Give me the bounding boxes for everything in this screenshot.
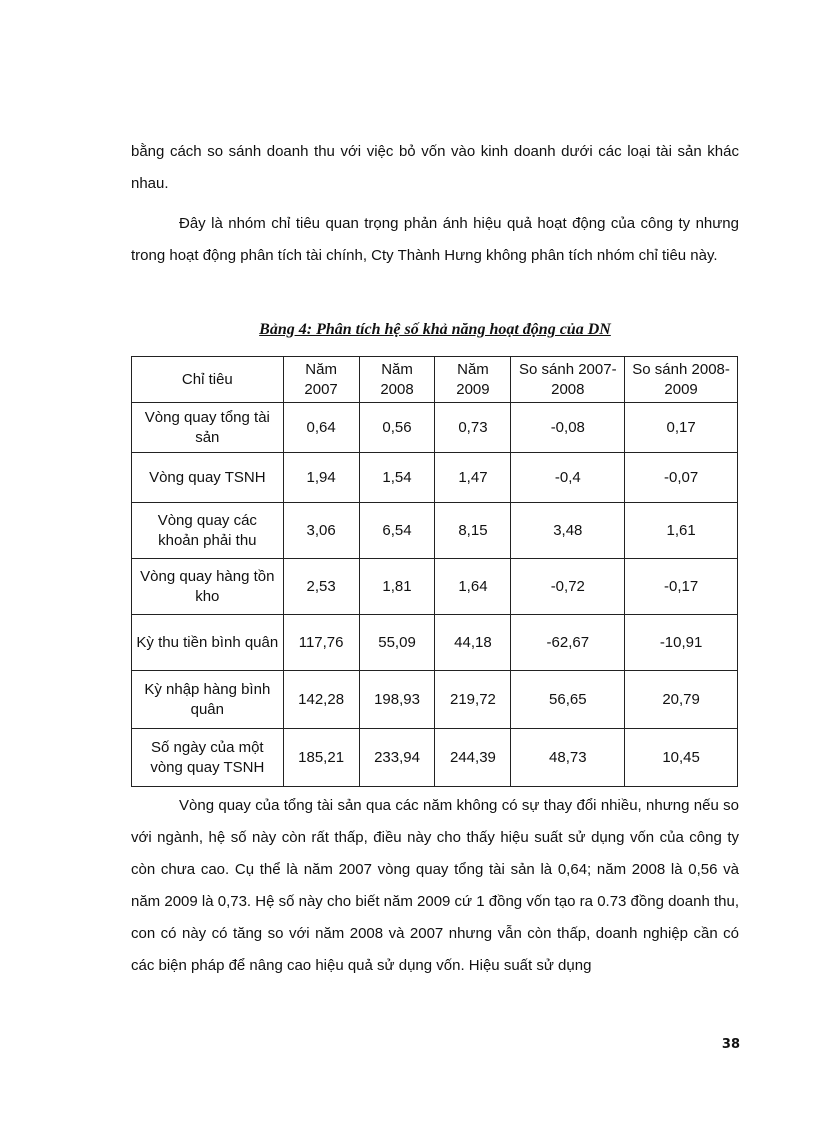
- cell-value: 233,94: [359, 729, 435, 787]
- header-compare-2008-2009: So sánh 2008-2009: [625, 357, 738, 403]
- cell-value: 1,54: [359, 453, 435, 503]
- cell-value: 142,28: [283, 671, 359, 729]
- table-row: [132, 559, 738, 615]
- cell-value: 244,39: [435, 729, 511, 787]
- header-indicator: Chỉ tiêu: [132, 357, 284, 403]
- table-row: [132, 671, 738, 729]
- header-year-2007: Năm 2007: [283, 357, 359, 403]
- table-header-row: [132, 357, 738, 403]
- table-caption: Bảng 4: Phân tích hệ số khả năng hoạt động của DN: [259, 321, 611, 338]
- cell-value: 0,56: [359, 403, 435, 453]
- cell-value: 117,76: [283, 615, 359, 671]
- cell-value: -10,91: [625, 615, 738, 671]
- row-label: Vòng quay các khoản phải thu: [132, 503, 284, 559]
- cell-value: 8,15: [435, 503, 511, 559]
- cell-value: 6,54: [359, 503, 435, 559]
- table-row: [132, 615, 738, 671]
- paragraph-total-asset-turnover-text: Vòng quay của tổng tài sản qua các năm không có sự thay đổi nhiều, nhưng nếu so với ngành, hệ số này còn rất thấp, điều này cho thấy hiệu suất sử dụng vốn của công ty còn chưa cao. Cụ thể là năm 2007 vòng quay tổng tài sản là 0,64; năm 2008 là 0,56 và năm 2009 là 0,73. Hệ số này cho biết năm 2009 cứ 1 đồng vốn tạo ra 0.73 đồng doanh thu, con có này có tăng so với năm 2008 và 2007 nhưng vẫn còn thấp, doanh nghiệp cần có các biện pháp để nâng cao hiệu quả sử dụng vốn. Hiệu suất sử dụng: [131, 797, 739, 974]
- row-label: Kỳ nhập hàng bình quân: [132, 671, 284, 729]
- cell-value: -0,4: [511, 453, 625, 503]
- cell-value: 185,21: [283, 729, 359, 787]
- row-label: Vòng quay tổng tài sản: [132, 403, 284, 453]
- paragraph-activity-group: [131, 208, 739, 272]
- row-label: Kỳ thu tiền bình quân: [132, 615, 284, 671]
- cell-value: -0,08: [511, 403, 625, 453]
- table-row: [132, 503, 738, 559]
- cell-value: 10,45: [625, 729, 738, 787]
- table-row: [132, 729, 738, 787]
- paragraph-total-asset-turnover: [131, 790, 739, 982]
- cell-value: 198,93: [359, 671, 435, 729]
- cell-value: 1,61: [625, 503, 738, 559]
- row-label: Vòng quay hàng tồn kho: [132, 559, 284, 615]
- cell-value: 48,73: [511, 729, 625, 787]
- header-year-2008: Năm 2008: [359, 357, 435, 403]
- row-label: Vòng quay TSNH: [132, 453, 284, 503]
- header-year-2009: Năm 2009: [435, 357, 511, 403]
- row-label: Số ngày của một vòng quay TSNH: [132, 729, 284, 787]
- cell-value: 44,18: [435, 615, 511, 671]
- cell-value: 56,65: [511, 671, 625, 729]
- cell-value: 1,64: [435, 559, 511, 615]
- cell-value: 55,09: [359, 615, 435, 671]
- cell-value: 0,17: [625, 403, 738, 453]
- cell-value: 2,53: [283, 559, 359, 615]
- cell-value: 20,79: [625, 671, 738, 729]
- paragraph-activity-group-text: Đây là nhóm chỉ tiêu quan trọng phản ánh hiệu quả hoạt động của công ty nhưng trong hoạt động phân tích tài chính, Cty Thành Hưng không phân tích nhóm chỉ tiêu này.: [131, 215, 739, 264]
- cell-value: 3,06: [283, 503, 359, 559]
- cell-value: 3,48: [511, 503, 625, 559]
- cell-value: 0,64: [283, 403, 359, 453]
- cell-value: 219,72: [435, 671, 511, 729]
- cell-value: 0,73: [435, 403, 511, 453]
- activity-ratio-table: [131, 356, 738, 787]
- table-row: [132, 453, 738, 503]
- paragraph-intro-continuation: bằng cách so sánh doanh thu với việc bỏ vốn vào kinh doanh dưới các loại tài sản khác nhau.: [131, 143, 739, 192]
- header-compare-2007-2008: So sánh 2007-2008: [511, 357, 625, 403]
- cell-value: -0,72: [511, 559, 625, 615]
- cell-value: -0,17: [625, 559, 738, 615]
- cell-value: -62,67: [511, 615, 625, 671]
- cell-value: 1,47: [435, 453, 511, 503]
- cell-value: -0,07: [625, 453, 738, 503]
- table-row: [132, 403, 738, 453]
- cell-value: 1,94: [283, 453, 359, 503]
- page-number: 38: [721, 1037, 740, 1052]
- cell-value: 1,81: [359, 559, 435, 615]
